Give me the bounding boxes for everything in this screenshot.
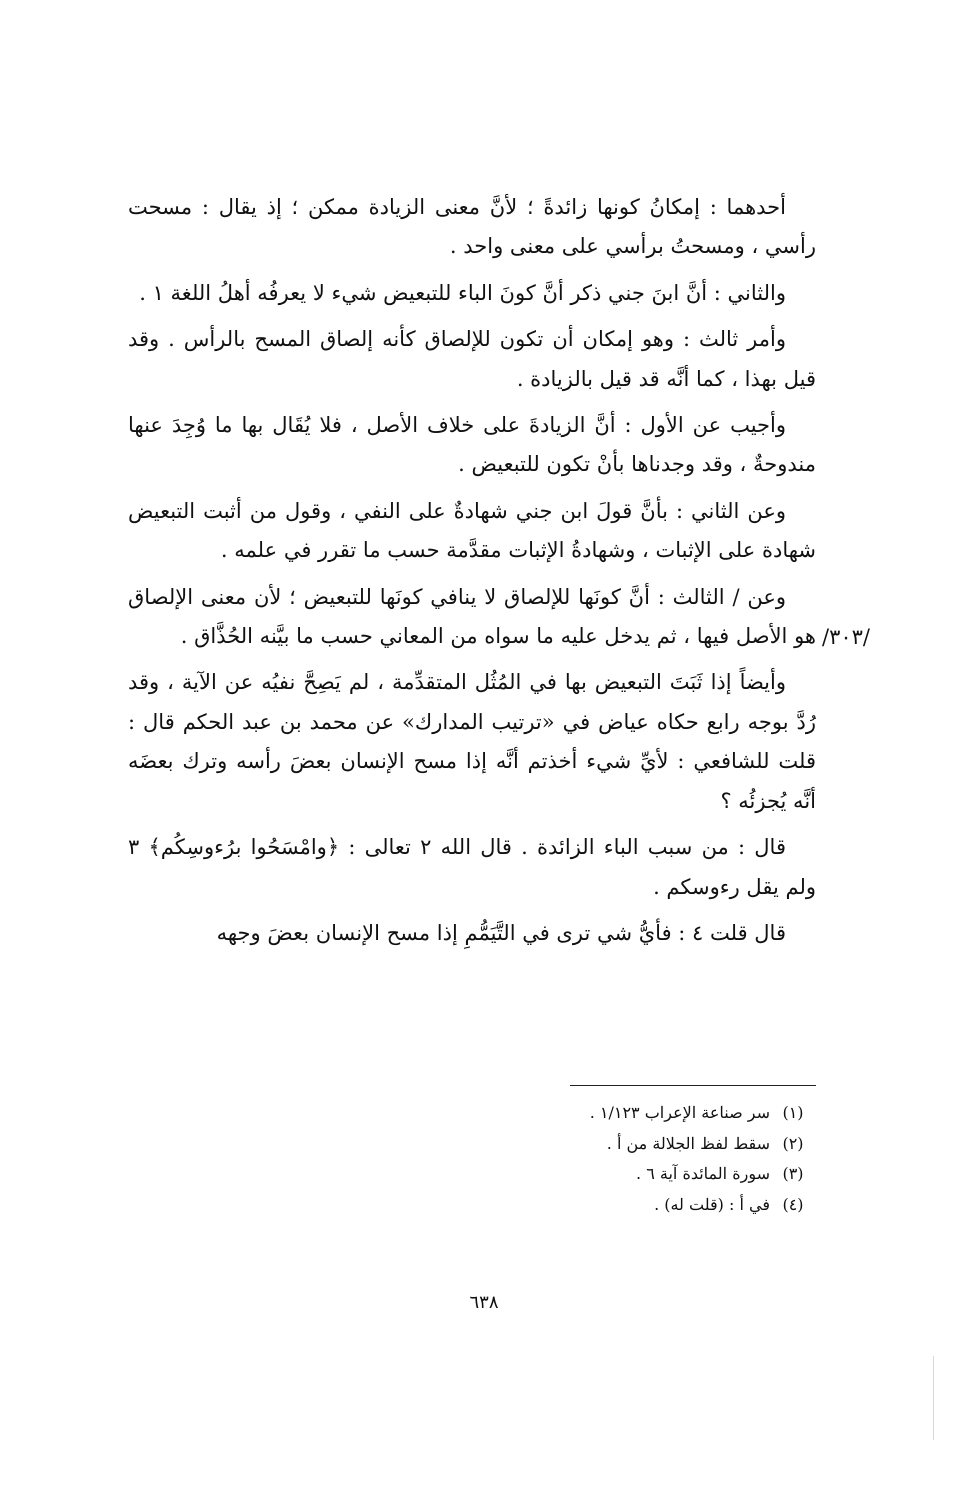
footnote-text: سر صناعة الإعراب ١/١٢٣ . xyxy=(589,1103,770,1122)
paragraph-1: أحدهما : إمكانُ كونها زائدةً ؛ لأنَّ معنى الزيادة ممكن ؛ إذ يقال : مسحت رأسي ، ومسحتُ برأسي على معنى واحد . xyxy=(128,195,816,259)
paragraph-5: وعن الثاني : بأنَّ قولَ ابن جني شهادةٌ على النفي ، وقول من أثبت التبعيض شهادة على الإثبات ، وشهادةُ الإثبات مقدَّمة حسب ما تقرر في علمه . xyxy=(128,498,816,563)
footnote-number: (٤) xyxy=(782,1194,804,1214)
paragraph-2: والثاني : أنَّ ابنَ جني ذكر أنَّ كونَ الباء للتبعيض شيء لا يعرفُه أهلُ اللغة ١ . xyxy=(139,280,786,305)
page-number: ٦٣٨ xyxy=(469,1292,499,1313)
footnote-text: في أ : (قلت له) . xyxy=(654,1194,770,1214)
scan-edge-mark xyxy=(933,1356,934,1440)
paragraph-3: وأمر ثالث : وهو إمكان أن تكون للإلصاق كأنه إلصاق المسح بالرأس . وقد قيل بهذا ، كما أنَّه قد قيل بالزيادة . xyxy=(128,327,816,391)
footnote-number: (٣) xyxy=(782,1164,804,1183)
footnote-text: سقط لفظ الجلالة من أ . xyxy=(606,1133,770,1153)
paragraph-8: قال : من سبب الباء الزائدة . قال الله ٢ تعالى : ﴿وامْسَحُوا برُءوسِكُم﴾ ٣ ولم يقل رءوسكم . xyxy=(128,835,816,899)
footnote xyxy=(380,1129,816,1160)
footnote-number: (٢) xyxy=(782,1133,804,1153)
margin-page-reference: /٣٠٣/ xyxy=(822,625,870,649)
main-text xyxy=(128,188,816,960)
footnotes xyxy=(380,1098,816,1220)
footnote xyxy=(380,1098,816,1129)
footnote-number: (١) xyxy=(782,1103,804,1122)
paragraph-7: وأيضاً إذا ثَبَتَ التبعيض بها في المُثُل المتقدِّمة ، لم يَصِحَّ نفيُه عن الآية ، وقد رُدَّ بوجه رابع حكاه عياض في «ترتيب المدارك» عن محمد بن عبد الحكم قال : قلت للشافعي : لأيِّ شيء أخذتم أنَّه إذا مسح الإنسان بعضَ رأسه وترك بعضَه أنَّه يُجزئُه ؟ xyxy=(128,670,816,813)
paragraph-4: وأجيب عن الأول : أنَّ الزيادةَ على خلاف الأصل ، فلا يُقَال بها ما وُجِدَ عنها مندوحةٌ ، وقد وجدناها بأنْ تكون للتبعيض . xyxy=(128,413,816,477)
footnote xyxy=(380,1159,816,1190)
paragraph-6: وعن / الثالث : أنَّ كونَها للإلصاق لا ينافي كونَها للتبعيض ؛ لأن معنى الإلصاق هو الأصل فيها ، ثم يدخل عليه ما سواه من المعاني حسب ما بيَّنه الحُذَّاق . xyxy=(128,584,816,649)
footnote xyxy=(380,1190,816,1221)
paragraph-9: قال قلت ٤ : فأيُّ شي ترى في التَّيَمُّمِ إذا مسح الإنسان بعضَ وجهه xyxy=(216,920,786,945)
footnote-divider xyxy=(570,1085,816,1086)
footnote-text: سورة المائدة آية ٦ . xyxy=(636,1164,770,1183)
